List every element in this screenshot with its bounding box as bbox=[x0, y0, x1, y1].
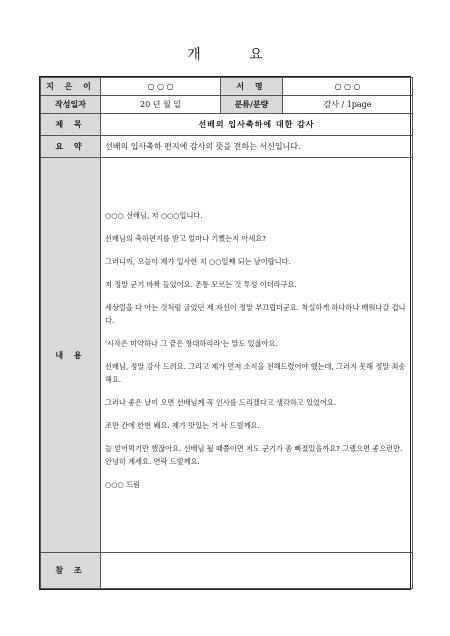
content-paragraph: 그러니까, 오늘이 제가 입사한 지 ○○일째 되는 날이랍니다. bbox=[105, 257, 291, 266]
category-label: 분류/분량 bbox=[221, 96, 283, 114]
content-paragraph: 선배님의 축하편지를 받고 얼마나 기뻤는지 아세요? bbox=[105, 234, 267, 243]
summary-label: 요 약 bbox=[41, 136, 101, 158]
content-paragraph: 세상일을 다 아는 것처럼 굴었던 제 자신이 정말 부끄럽더군요. 착실하게 하나하나 배워나갈 겁니다. bbox=[105, 303, 406, 325]
subject-row bbox=[41, 114, 413, 136]
content-paragraph: 선배님, 정말 감사 드려요. 그리고 제가 먼저 소식을 전해드렸어야 했는데, 그러지 못해 정말 죄송해요. bbox=[105, 362, 406, 384]
author-row bbox=[41, 78, 413, 96]
author-value[interactable]: ○ ○ ○ bbox=[101, 78, 221, 96]
content-label: 내 용 bbox=[41, 158, 101, 553]
content-paragraph: ○○○ 선배님, 저 ○○○입니다. bbox=[105, 211, 203, 220]
form-table bbox=[40, 77, 413, 589]
content-paragraph: 조만 간에 한번 봬요. 제가 맛있는 거 사 드릴께요. bbox=[105, 421, 260, 430]
author-label: 지 은 이 bbox=[41, 78, 101, 96]
content-paragraph: ○○○ 드림 bbox=[105, 480, 140, 489]
category-value[interactable]: 감사 / 1page bbox=[283, 96, 413, 114]
subject-label: 제 목 bbox=[41, 114, 101, 136]
reference-row bbox=[41, 553, 413, 589]
document-title: 개 요 bbox=[187, 47, 285, 63]
signature-value[interactable]: ○ ○ ○ bbox=[283, 78, 413, 96]
signature-label: 서 명 bbox=[221, 78, 283, 96]
date-row bbox=[41, 96, 413, 114]
summary-form bbox=[39, 76, 411, 590]
content-paragraph: '시작은 미약하나 그 끝은 창대하리라'는 말도 있잖아요. bbox=[105, 339, 278, 348]
summary-row bbox=[41, 136, 413, 158]
subject-value[interactable]: 선배의 입사축하에 대한 감사 bbox=[101, 114, 413, 136]
content-paragraph: 그러나 좋은 날이 오면 선배님께 꼭 인사를 드리겠다고 생각하고 있었어요. bbox=[105, 398, 337, 407]
content-row bbox=[41, 158, 413, 553]
summary-value[interactable]: 선배의 입사축하 편지에 감사의 뜻을 전하는 서신입니다. bbox=[101, 136, 413, 158]
content-paragraph: 늘 얻어먹기만 했잖아요. 선배님 될 때쯤이면 저도 군기가 좀 빠졌있을까요? 그랬으면 좋으련만. 안녕히 계세요. 연락 드릴께요. bbox=[105, 444, 403, 466]
date-label: 작성일자 bbox=[41, 96, 101, 114]
content-paragraph: 저 정말 군기 바짝 들었어요. 촌통 모르는 것 투성 이더라구요. bbox=[105, 280, 297, 289]
date-value[interactable]: 20 년 월 일 bbox=[101, 96, 221, 114]
reference-value[interactable] bbox=[101, 553, 413, 589]
reference-label: 참 조 bbox=[41, 553, 101, 589]
content-body[interactable] bbox=[101, 158, 413, 553]
